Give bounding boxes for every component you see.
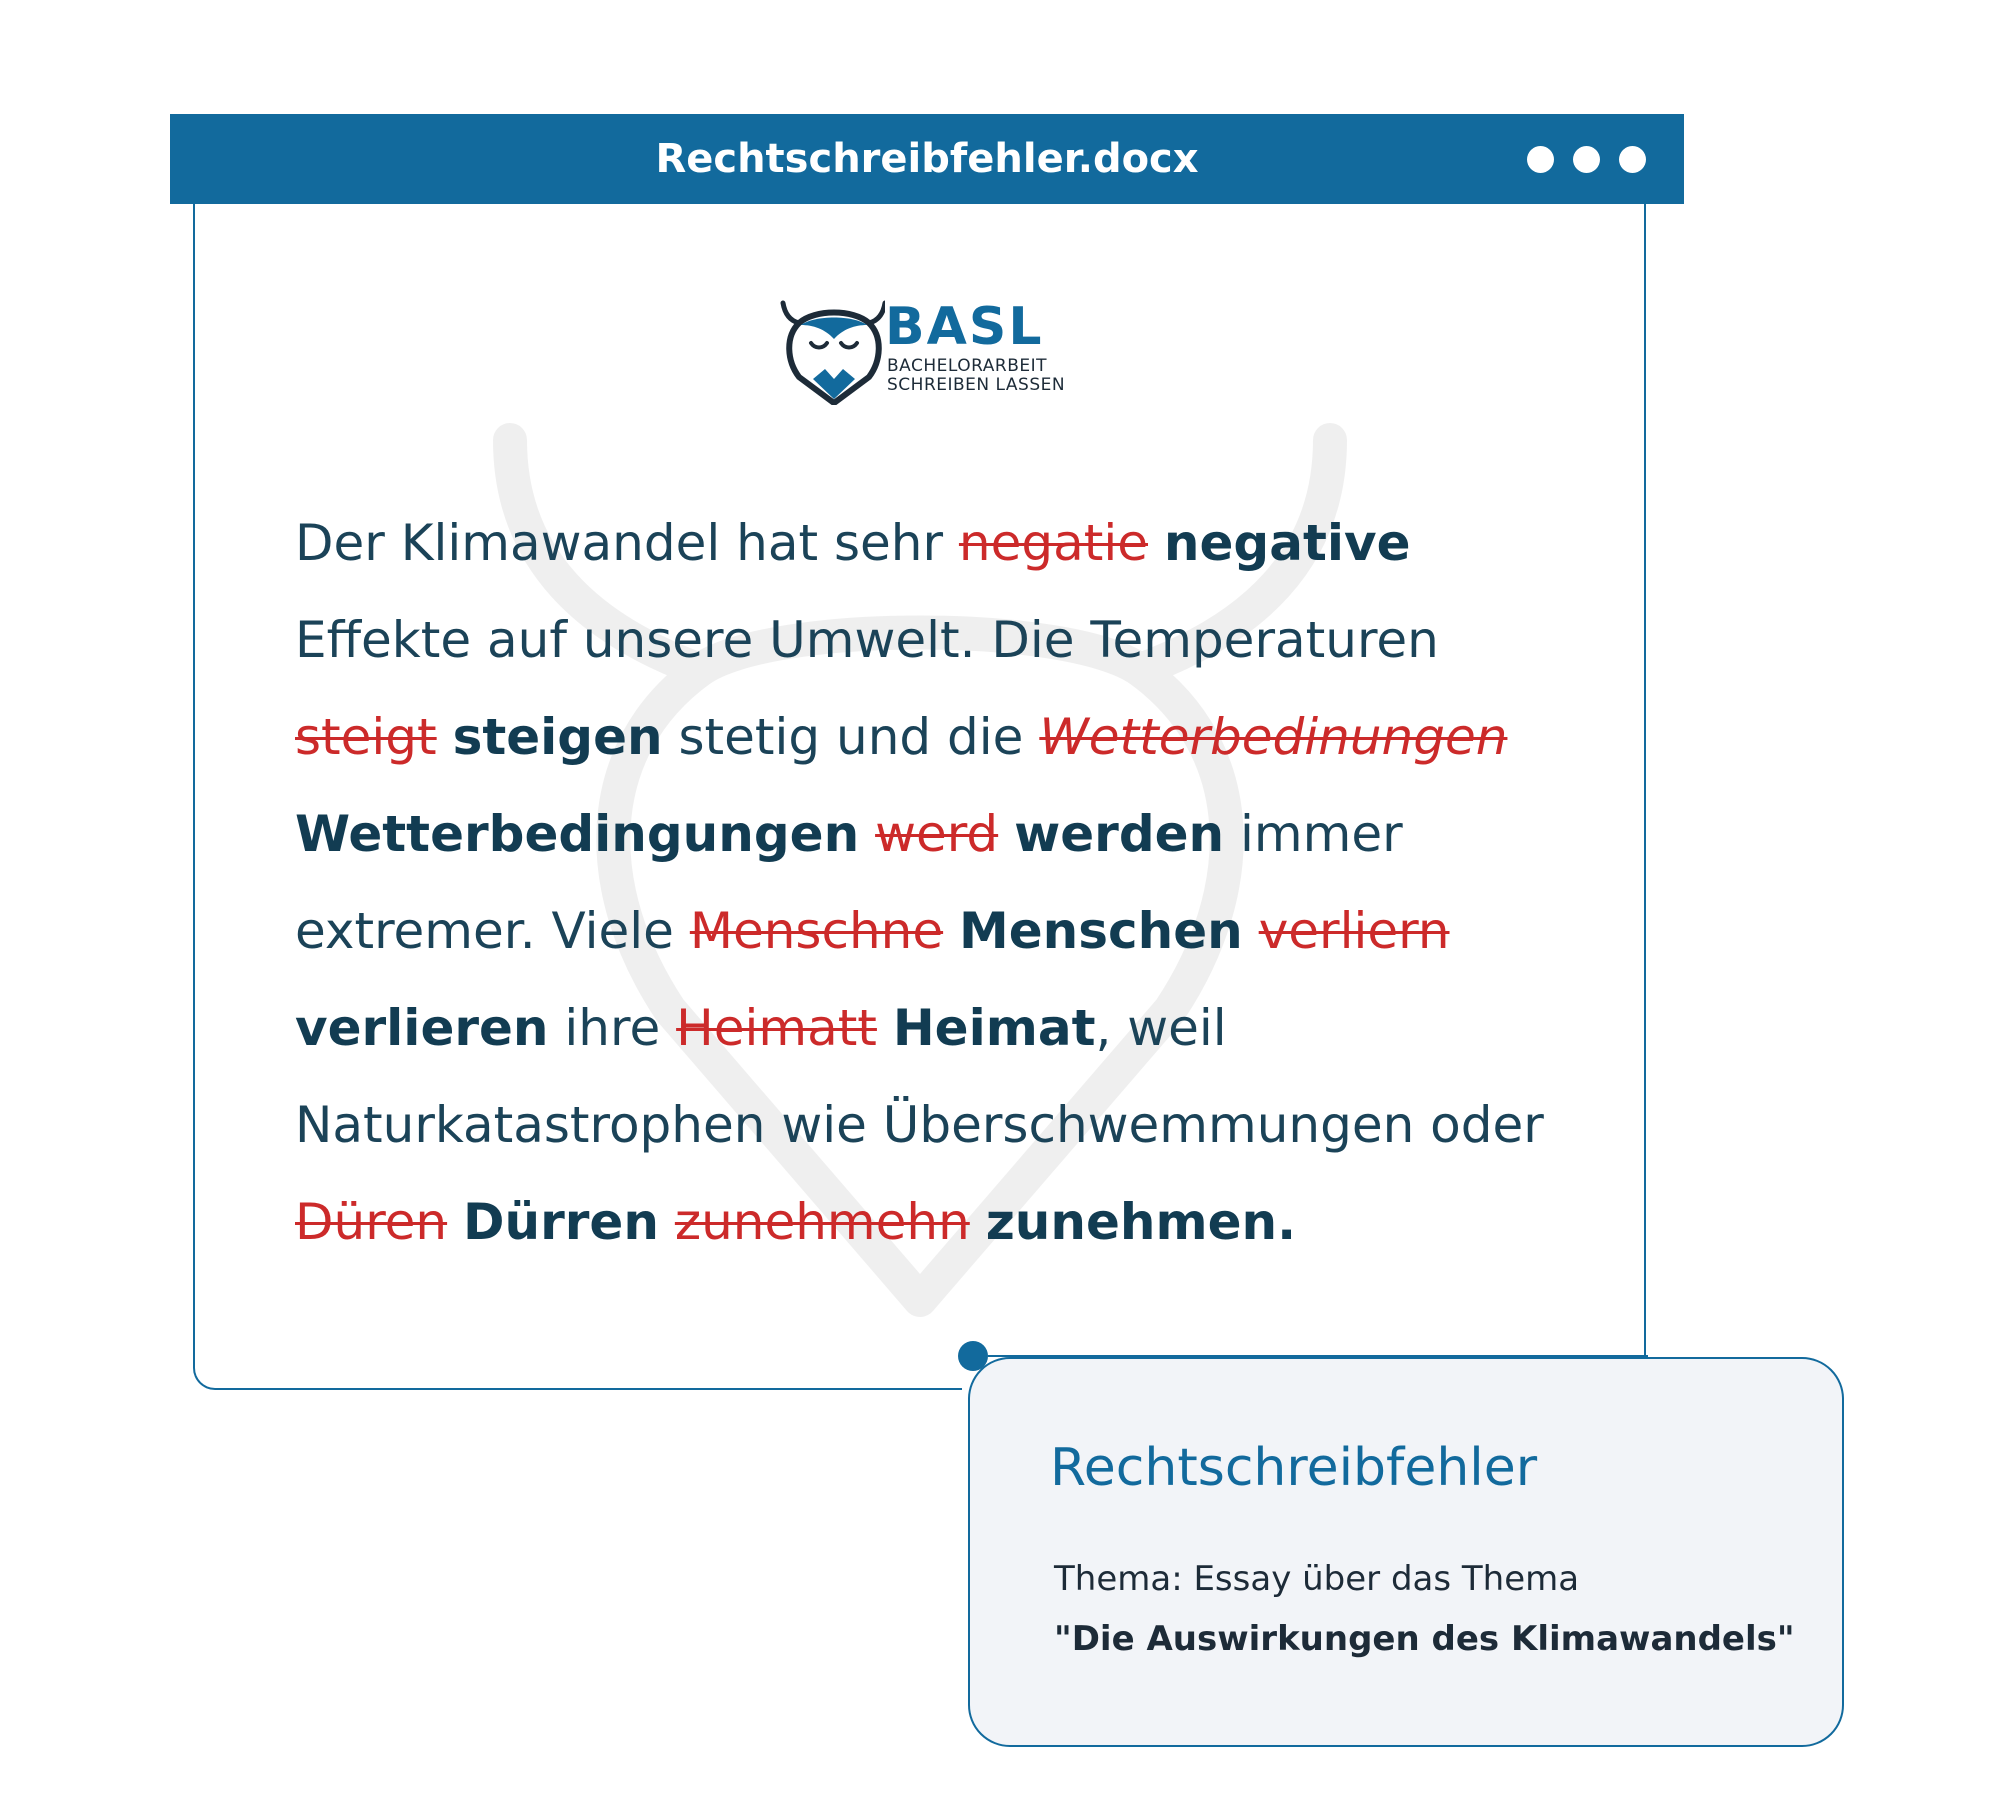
connector-dot — [958, 1341, 988, 1371]
window-control-dot[interactable] — [1573, 146, 1600, 173]
owl-icon — [775, 295, 885, 405]
logo-subtitle — [887, 357, 1065, 395]
window-control-dot[interactable] — [1527, 146, 1554, 173]
misspelled-word: Menschne — [689, 902, 944, 960]
window-controls — [1527, 146, 1646, 173]
misspelled-word: negatie — [958, 514, 1149, 572]
essay-segment: Der Klimawandel hat sehr — [295, 514, 959, 572]
basl-logo — [775, 295, 1105, 405]
corrected-word: Wetterbedingungen — [295, 805, 860, 863]
essay-segment — [659, 1193, 675, 1251]
logo-subtitle-line: SCHREIBEN LASSEN — [887, 375, 1066, 395]
info-heading: Rechtschreibfehler — [1050, 1438, 1538, 1498]
corrected-word: verlieren — [295, 999, 549, 1057]
essay-segment — [998, 805, 1014, 863]
window-title: Rechtschreibfehler.docx — [655, 136, 1199, 182]
essay-segment: immer extremer. Viele — [295, 805, 1419, 960]
logo-subtitle-line: BACHELORARBEIT — [887, 356, 1047, 376]
essay-segment — [447, 1193, 463, 1251]
misspelled-word: Düren — [295, 1193, 448, 1251]
essay-segment — [970, 1193, 986, 1251]
essay-segment: ihre — [548, 999, 677, 1057]
essay-segment — [1507, 708, 1523, 766]
misspelled-word: werd — [875, 805, 999, 863]
corrected-word: Heimat — [892, 999, 1096, 1057]
corrected-word: werden — [1014, 805, 1225, 863]
essay-segment — [859, 805, 875, 863]
corrected-word: Dürren — [463, 1193, 659, 1251]
info-topic — [1054, 1549, 1795, 1669]
essay-segment: , weil Naturkatastrophen wie Überschwemmungen oder — [295, 999, 1560, 1154]
corrected-word: steigen — [452, 708, 663, 766]
essay-segment — [437, 708, 453, 766]
window-titlebar — [170, 114, 1684, 204]
misspelled-word: steigt — [295, 708, 437, 766]
essay-text — [295, 495, 1585, 1271]
corrected-word: Menschen — [959, 902, 1243, 960]
corrected-word: zunehmen. — [985, 1193, 1297, 1251]
misspelled-word: Wetterbedinungen — [1039, 708, 1508, 766]
essay-segment — [877, 999, 893, 1057]
misspelled-word: zunehmehn — [674, 1193, 970, 1251]
info-topic-prefix: Thema: Essay über das Thema — [1054, 1559, 1580, 1599]
info-card — [968, 1357, 1844, 1747]
info-topic-title: "Die Auswirkungen des Klimawandels" — [1054, 1619, 1795, 1659]
essay-segment — [1243, 902, 1259, 960]
corrected-word: negative — [1163, 514, 1411, 572]
misspelled-word: Heimatt — [676, 999, 877, 1057]
essay-segment: stetig und die — [662, 708, 1040, 766]
logo-brand: BASL — [885, 297, 1044, 357]
misspelled-word: verliern — [1258, 902, 1450, 960]
window-control-dot[interactable] — [1619, 146, 1646, 173]
essay-segment — [1450, 902, 1466, 960]
essay-segment — [1148, 514, 1164, 572]
essay-segment — [943, 902, 959, 960]
essay-segment: Effekte auf unsere Umwelt. Die Temperaturen — [295, 514, 1455, 669]
